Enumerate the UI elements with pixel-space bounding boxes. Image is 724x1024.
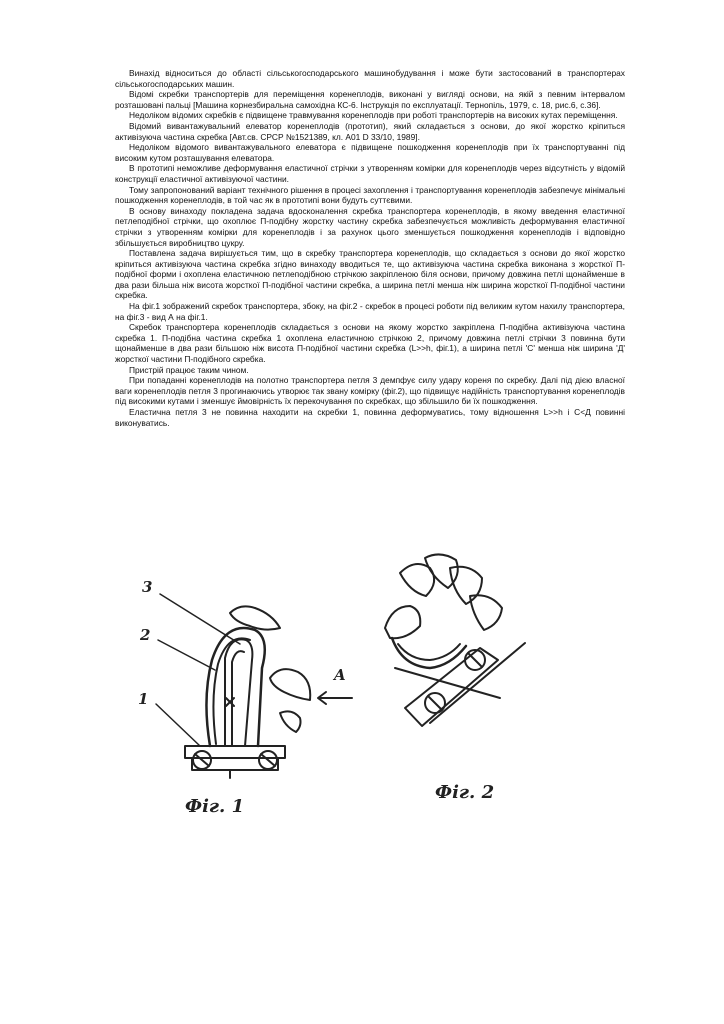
paragraph-14: Еластична петля 3 не повинна находити на скребки 1, повинна деформуватись, тому відношення L>>h і С<Д повинні виконуватись. [115,407,625,428]
paragraph-8: В основу винаходу покладена задача вдосконалення скребка транспортера коренеплодів, в якому введення еластичної петлеподібної стрічки, що охоплює П-подібну жорстку частину скребка забезпечується можливість деформування еластичної стрічки з утворенням комірки для коренеплодів і за рахунок цього зменшується пошкодження коренеплодів і відповідно збільшується виробництво цукру. [115,205,625,248]
paragraph-12: Пристрій працює таким чином. [129,364,249,375]
paragraph-4: Відомий вивантажувальний елеватор коренеплодів (прототип), який складається з основи, до якої жорстко кріпиться активізуюча частина скребка [Авт.св. СРСР №1521389, кл. А01 D 33/10, 1989]. [115,120,625,142]
figures-area [130,548,600,848]
paragraph-9: Поставлена задача вирішується тим, що в скребку транспортера коренеплодів, що складається з основи до якої жорстко кріпиться активізуюча частина скребка згідно винаходу вводиться те, що активізуюча частина скребка виконана з жорсткої П-подібної форми і охоплена еластичною петлеподібною стрічкою закріпленою біля основи, причому довжина петлі щонайменше в два рази більша ніж висота жорсткої П-подібної частини скребка, а ширина петлі менша ніж ширина жорсткої П-подібної частини скребка. [115,248,625,301]
description-text [115,68,625,428]
paragraph-3: Недоліком відомих скребків є підвищене травмування коренеплодів при роботі транспортерів на високих кутах переміщення. [129,110,618,121]
paragraph-1: Винахід відноситься до області сільськогосподарського машинобудування і може бути застосований в транспортерах сільськогосподарських машин. [115,68,625,89]
paragraph-2: Відомі скребки транспортерів для переміщення коренеплодів, виконані у вигляді основи, на якій з певним інтервалом розташовані пальці [Машина корнезбиральна самохідна КС-6. Інструкція по експлуатації. Тернопіль, 1979, с. 18, рис.6, с.36]. [115,89,625,110]
view-arrow [318,692,352,704]
fig1-drawing [156,594,310,778]
paragraph-11: Скребок транспортера коренеплодів складається з основи на якому жорстко закріплена П-подібна активізуюча частина скребка 1. П-подібна частина скребка 1 охоплена еластичною стрічкою 2, причому довжина петлі стрічки 3 повинна бути щонайменше в два рази більшою ніж висота П-подібної частини скребка (L>>h, фіг.1), а ширина петлі 'С' менша ніж ширина 'Д' жорсткої частини П-подібного скребка. [115,322,625,365]
paragraph-13: При попаданні коренеплодів на полотно транспортера петля 3 демпфує силу удару кореня по скребку. Далі під дією власної ваги коренеплодів петля 3 прогинаючись утворює так звану комірку (фіг.2), що підвищує надійність транспортування коренеплодів під високими кутами і зменшує ймовірність їх перекочування по скребках, що збільшило би їх пошкодження. [115,375,625,407]
label-1: 1 [138,690,149,708]
fig1-caption: Фіг. 1 [185,796,245,817]
paragraph-10: На фіг.1 зображений скребок транспортера, збоку, на фіг.2 - скребок в процесі роботи під великим кутом нахилу транспортера, на фіг.3 - вид А на фіг.1. [115,301,625,322]
label-2: 2 [140,626,151,644]
fig2-caption: Фіг. 2 [435,782,495,803]
paragraph-5: Недоліком відомого вивантажувального елеватора є підвищене пошкодження коренеплодів при їх транспортуванні під високим кутом розташування елеватора. [115,142,625,163]
arrow-label: A [334,666,346,684]
paragraph-6: В прототипі неможливе деформування еластичної стрічки з утворенням комірки для коренеплодів через відсутність у відомій конструкції еластичної активізуючої частини. [115,163,625,184]
fig2-drawing [385,554,525,726]
label-3: 3 [142,578,153,596]
paragraph-7: Тому запропонований варіант технічного рішення в процесі захоплення і транспортування коренеплодів забезпечує мінімальні пошкодження коренеплодів, в той час як в прототипі вони будуть суттєвими. [115,184,625,206]
